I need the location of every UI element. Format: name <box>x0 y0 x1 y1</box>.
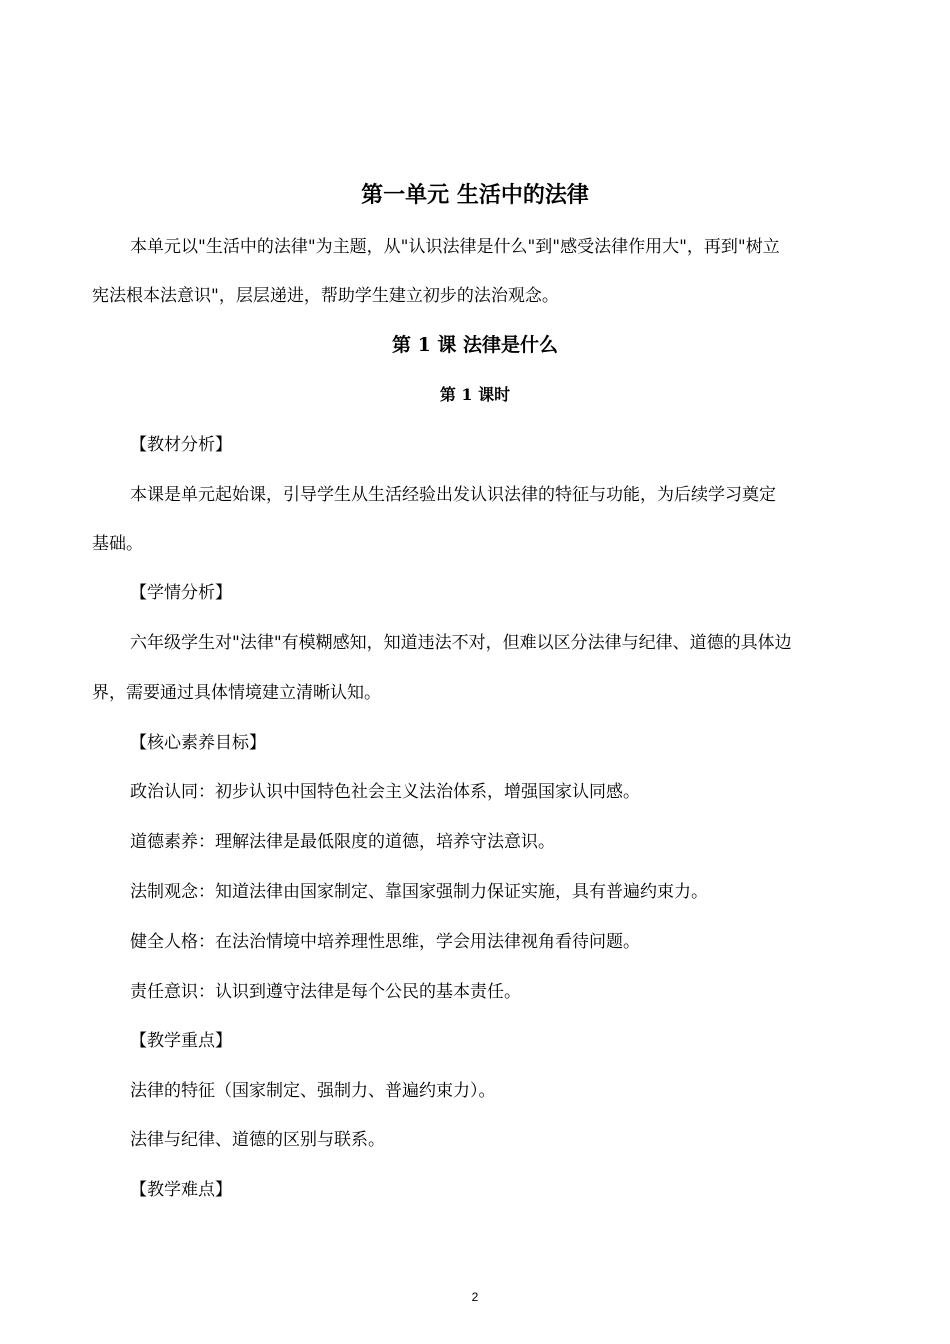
key-point-item: 法律的特征（国家制定、强制力、普遍约束力）。 <box>130 1081 496 1101</box>
core-goal-item: 健全人格：在法治情境中培养理性思维，学会用法律视角看待问题。 <box>130 932 640 952</box>
intro-line-1: 本单元以"生活中的法律"为主题，从"认识法律是什么"到"感受法律作用大"，再到"树立 <box>130 237 780 257</box>
key-points-heading: 【教学重点】 <box>130 1031 232 1051</box>
difficult-points-heading: 【教学难点】 <box>130 1180 232 1200</box>
page-number: 2 <box>471 1290 479 1304</box>
material-analysis-line-1: 本课是单元起始课，引导学生从生活经验出发认识法律的特征与功能，为后续学习奠定 <box>130 485 776 505</box>
core-goal-item: 法制观念：知道法律由国家制定、靠国家强制力保证实施，具有普遍约束力。 <box>130 882 708 902</box>
student-analysis-heading: 【学情分析】 <box>130 583 232 603</box>
student-analysis-line-1: 六年级学生对"法律"有模糊感知，知道违法不对，但难以区分法律与纪律、道德的具体边 <box>130 633 792 653</box>
key-point-item: 法律与纪律、道德的区别与联系。 <box>130 1130 385 1150</box>
core-goals-heading: 【核心素养目标】 <box>130 733 266 753</box>
period-title: 第 1 课时 <box>439 385 511 404</box>
intro-line-2: 宪法根本法意识"，层层递进，帮助学生建立初步的法治观念。 <box>92 286 559 306</box>
student-analysis-line-2: 界，需要通过具体情境建立清晰认知。 <box>92 683 381 703</box>
material-analysis-line-2: 基础。 <box>92 534 143 554</box>
material-analysis-heading: 【教材分析】 <box>130 435 232 455</box>
unit-title: 第一单元 生活中的法律 <box>361 182 589 208</box>
core-goal-item: 政治认同：初步认识中国特色社会主义法治体系，增强国家认同感。 <box>130 782 640 802</box>
core-goal-item: 责任意识：认识到遵守法律是每个公民的基本责任。 <box>130 982 521 1002</box>
lesson-title: 第 1 课 法律是什么 <box>391 334 559 356</box>
core-goal-item: 道德素养：理解法律是最低限度的道德，培养守法意识。 <box>130 832 555 852</box>
